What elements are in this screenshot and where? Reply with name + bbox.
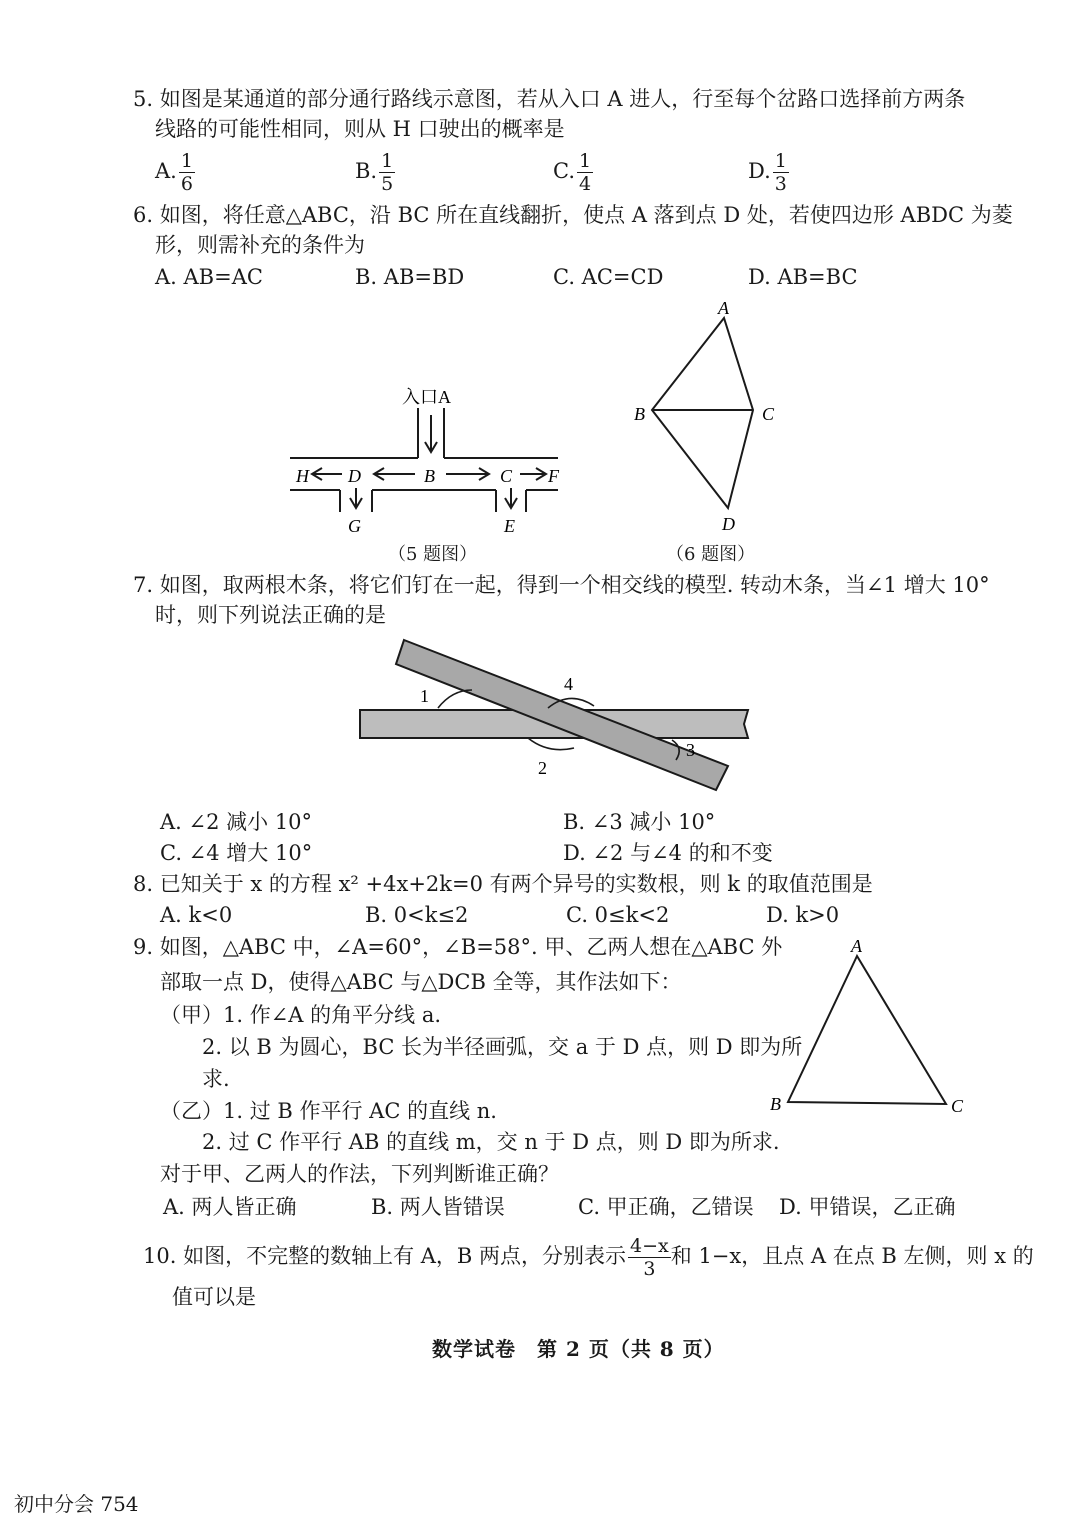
q7-option-a: A. ∠2 减小 10°: [160, 810, 313, 834]
q5-stem-line1: 5. 如图是某通道的部分通行路线示意图，若从入口 A 进人，行至每个岔路口选择前方两条: [133, 87, 966, 111]
q8-option-c: C. 0≤k<2: [566, 903, 670, 927]
page-footer: 数学试卷 第 2 页（共 8 页）: [432, 1337, 725, 1361]
denominator: 4: [579, 173, 592, 195]
denominator: 3: [774, 173, 787, 195]
angle-1-label: 1: [420, 686, 429, 706]
q7-option-d: D. ∠2 与∠4 的和不变: [563, 841, 773, 865]
denominator: 6: [180, 173, 193, 195]
q9-jia-step1: （甲）1. 作∠A 的角平分线 a.: [160, 1003, 442, 1027]
angle-3-label: 3: [686, 740, 695, 760]
q7-option-c: C. ∠4 增大 10°: [160, 841, 313, 865]
numerator: 4−x: [630, 1235, 669, 1257]
q10-stem-line1: [143, 1235, 1034, 1280]
q8-option-a: A. k<0: [160, 903, 233, 927]
label-h: H: [296, 466, 309, 486]
q6-option-d: D. AB=BC: [748, 265, 858, 289]
q9-question: 对于甲、乙两人的作法，下列判断谁正确？: [160, 1162, 559, 1186]
denominator: 5: [381, 173, 394, 195]
q6-stem-line1: 6. 如图，将任意△ABC，沿 BC 所在直线翻折，使点 A 落到点 D 处，若使四边形 ABDC 为菱: [133, 203, 1013, 227]
q10-fraction: [626, 1235, 671, 1280]
angle-4-label: 4: [564, 674, 573, 694]
vertex-d: D: [722, 514, 735, 534]
q7-stem-line1: 7. 如图，取两根木条，将它们钉在一起，得到一个相交线的模型. 转动木条，当∠1 增大 10°: [133, 573, 990, 597]
entrance-label: 入口A: [402, 387, 451, 407]
q6-stem-line2: 形，则需补充的条件为: [155, 233, 365, 257]
vertex-c: C: [951, 1096, 964, 1116]
option-letter: C.: [553, 159, 575, 183]
q9-yi-step1: （乙）1. 过 B 作平行 AC 的直线 n.: [160, 1099, 497, 1123]
q8-stem: 8. 已知关于 x 的方程 x² +4x+2k=0 有两个异号的实数根，则 k 的取值范围是: [133, 872, 873, 896]
q7-option-b: B. ∠3 减小 10°: [563, 810, 716, 834]
q10-stem-line2: 值可以是: [172, 1285, 256, 1309]
q9-option-d: D. 甲错误，乙正确: [779, 1195, 956, 1219]
angle-2-label: 2: [538, 758, 547, 778]
numerator: 1: [381, 150, 394, 172]
q9-stem-line1: 9. 如图，△ABC 中，∠A=60°，∠B=58°. 甲、乙两人想在△ABC 外: [133, 935, 783, 959]
vertex-a: A: [718, 298, 729, 318]
q7-stem-line2: 时，则下列说法正确的是: [155, 603, 386, 627]
label-d: D: [348, 466, 361, 486]
q6-figure-caption: （6 题图）: [666, 544, 756, 565]
numerator: 1: [579, 150, 592, 172]
q9-option-b: B. 两人皆错误: [371, 1195, 505, 1219]
q8-option-b: B. 0<k≤2: [365, 903, 469, 927]
q9-option-c: C. 甲正确，乙错误: [578, 1195, 754, 1219]
q9-jia-step2-cont: 求.: [202, 1067, 230, 1091]
q6-option-b: B. AB=BD: [355, 265, 465, 289]
q6-option-c: C. AC=CD: [553, 265, 664, 289]
q9-jia-step2: 2. 以 B 为圆心，BC 长为半径画弧，交 a 于 D 点，则 D 即为所: [202, 1035, 803, 1059]
q8-option-d: D. k>0: [766, 903, 840, 927]
label-g: G: [348, 516, 361, 536]
option-letter: A.: [155, 159, 177, 183]
label-e: E: [504, 516, 515, 536]
q10-text-pre: 10. 如图，不完整的数轴上有 A，B 两点，分别表示: [143, 1244, 627, 1268]
vertex-a: A: [851, 936, 862, 956]
q9-yi-step2: 2. 过 C 作平行 AB 的直线 m，交 n 于 D 点，则 D 即为所求.: [202, 1130, 780, 1154]
label-b: B: [424, 466, 435, 486]
vertex-b: B: [770, 1094, 781, 1114]
corner-watermark: 初中分会 754: [14, 1492, 139, 1516]
denominator: 3: [643, 1258, 656, 1280]
numerator: 1: [180, 150, 193, 172]
q5-stem-line2: 线路的可能性相同，则从 H 口驶出的概率是: [155, 117, 565, 141]
q9-option-a: A. 两人皆正确: [163, 1195, 297, 1219]
label-f: F: [548, 466, 559, 486]
q6-option-a: A. AB=AC: [155, 265, 263, 289]
label-c: C: [500, 466, 513, 486]
option-letter: D.: [748, 159, 771, 183]
option-letter: B.: [355, 159, 378, 183]
q9-stem-line2: 部取一点 D，使得△ABC 与△DCB 全等，其作法如下：: [160, 970, 682, 994]
q10-text-post: 和 1−x，且点 A 在点 B 左侧，则 x 的: [670, 1244, 1034, 1268]
vertex-b: B: [634, 404, 645, 424]
numerator: 1: [774, 150, 787, 172]
vertex-c: C: [762, 404, 775, 424]
q5-figure-caption: （5 题图）: [388, 544, 478, 565]
